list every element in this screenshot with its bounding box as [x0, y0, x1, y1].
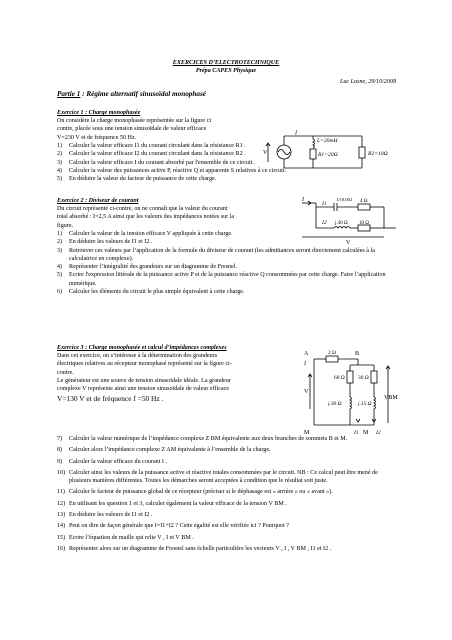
question-item: 9) Calculer la valeur efficace du courant I . [57, 458, 168, 465]
document-title: EXERCICES D’ELECTROTECHNIQUE [172, 60, 280, 66]
part-label: Partie 1 [57, 90, 81, 98]
ex3-line: contre. [57, 369, 74, 376]
ex2-intro [57, 205, 297, 230]
ex3-line: complexe V représente ainsi une tension sinusoïdale de valeur efficace [57, 386, 230, 393]
ex1-fig-i: I [295, 130, 297, 137]
ex3-line: Dans cet exercice, on s’intéresse à la détermination des grandeurs [57, 353, 218, 359]
ex3-resistor-2 [326, 356, 338, 362]
ex1-fig-l: L=20mH [317, 138, 338, 144]
author-date: Luc Lasne, 29/10/2008 [339, 79, 396, 85]
ex2-line: Du circuit représenté ci-contre, on ne connaît que la valeur du courant [57, 206, 228, 212]
ex1-fig-v: V [263, 150, 268, 156]
ex3-heading: Exercice 3 : Charge monophasée et calcul d’impédances complexes [57, 345, 227, 351]
ex3-fig-m1: M [304, 430, 310, 436]
ex3-line: électriques relatives au récepteur monophasé représenté sur la figure ci- [57, 361, 232, 368]
question-item: 8) Calculer alors l’impédance complexe Z AM équivalente à l’ensemble de la charge. [57, 447, 271, 454]
question-item: 5) En déduire la valeur du facteur de puissance de cette charge. [57, 176, 217, 183]
question-item: 5) Ecrire l'expression littérale de la puissance active P et de la puissance réactive Q consommées par cette charge. Faire l’application numérique. [57, 272, 386, 287]
question-item: 3) Calculer la valeur efficace I du courant absorbé par l'ensemble de ce circuit. [57, 159, 254, 166]
ex3-fig-a: A [304, 351, 309, 357]
question-item: 13) En déduire les valeurs de I1 et I2 . [57, 512, 153, 519]
ex1-heading: Exercice 1 : Charge monophasée [57, 110, 141, 116]
ex3-line: Le générateur est une source de tension sinusoïdale idéale. La grandeur [57, 377, 231, 384]
question-item: 15) Ecrire l’équation de maille qui relie V , I et V BM . [57, 534, 194, 541]
question-item: 1) Calculer la valeur de la tension efficace V appliquée à cette charge. [57, 231, 233, 237]
ex3-fig-l15: j.15 Ω [358, 401, 372, 407]
ex1-intro [57, 117, 287, 142]
ex3-circuit-diagram [300, 345, 400, 437]
ex2-fig-r4: 4 Ω [360, 199, 368, 204]
question-item: 10) Calculer ainsi les valeurs de la puissance active et réactive totales consommées par le circuit. NB : Ce calcul peut être mené de plusieurs manières différentes. Toutes les démarches seront acceptées à condition que le résultat soit juste. [57, 469, 378, 485]
ex1-line: On considère la charge monophasée représentée sur la figure ci [57, 118, 212, 124]
ex1-line: V=230 V et de fréquence 50 Hz. [57, 134, 137, 141]
ex2-fig-i: I [302, 197, 304, 203]
ex3-fig-i: I [304, 361, 306, 367]
ex3-intro [57, 352, 289, 404]
ex1-fig-r1: R1=20Ω [318, 152, 338, 158]
ex3-fig-b: B [355, 351, 360, 357]
ex2-fig-i1: I1 [322, 201, 327, 207]
question-item: 6) Calculer les éléments du circuit le plus simple équivalent à cette charge. [57, 289, 245, 296]
ex3-inductor-30 [350, 397, 352, 409]
part-title-text: : Régime alternatif sinusoïdal monophasé [80, 90, 206, 98]
ex3-fig-l30: j.30 Ω [328, 401, 342, 407]
ex2-inductor [334, 227, 350, 229]
ex1-questions [57, 142, 397, 183]
ex3-resistor-30 [371, 371, 377, 383]
question-item: 7) Calculer la valeur numérique de l’impédance complexe Z BM équivalente aux deux branches de sommets B et M. [57, 436, 348, 442]
question-item: 12) En utilisant les question 1 et 3, calculer également la valeur efficace de la tension V BM . [57, 500, 287, 507]
ex3-resistor-60 [347, 371, 353, 383]
ex2-line: total absorbé : I=2,5 A ainsi que les valeurs des impédances notées sur la [57, 214, 235, 221]
ex3-fig-i1: I1 [354, 430, 359, 436]
ex3-fig-m2: M [363, 430, 369, 436]
ex3-fig-v: V [304, 388, 309, 395]
ex2-line: figure. [57, 222, 74, 229]
question-item: 14) Peut on dire de façon générale que I=I1+I2 ? Cette égalité est elle vérifiée ici ? Pourquoi ? [57, 523, 289, 530]
ex1-line: contre, placée sous une tension sinusoïdale de valeur efficace [57, 126, 207, 133]
ex2-fig-l: j.40 Ω [335, 221, 348, 226]
ex2-fig-v: V [346, 240, 351, 245]
question-item: 11) Calculer le facteur de puissance global de ce récepteur (préciser si le déphasage est « arrière » ou « avant »). [57, 489, 333, 496]
ex2-fig-r10: 10 Ω [359, 221, 369, 226]
question-item: 3) Retrouver ces valeurs par l’application de la formule du diviseur de courant (les admittances seront directement calculées à la calculatrice en complexe). [57, 247, 375, 262]
question-item: 2) En déduire les valeurs de I1 et I2 . [57, 239, 153, 246]
ex3-fig-r2: 2 Ω [328, 350, 337, 356]
ex3-fig-r60: 60 Ω [334, 375, 345, 381]
ex3-line: V=130 V et de fréquence f =50 Hz . [57, 394, 164, 404]
question-item: 4) Calculer la valeur des puissances active P, réactive Q et apparente S relatives à ce circuit. [57, 167, 287, 174]
ex3-fig-i2: I2 [376, 430, 381, 436]
question-item: 4) Représenter l’intégralité des grandeurs sur un diagramme de Fresnel. [57, 264, 238, 271]
ex3-questions [57, 435, 397, 553]
ex2-fig-i2: I2 [322, 220, 327, 226]
document-subtitle: Prépa CAPES Physique [195, 68, 257, 74]
ex2-questions [57, 230, 397, 296]
question-item: 1) Calculer la valeur efficace I1 du courant circulant dans la résistance R1 . [57, 143, 246, 149]
question-item: 2) Calculer la valeur efficace I2 du courant circulant dans la résistance R2 . [57, 151, 246, 158]
ex3-inductor-15 [374, 397, 376, 409]
ex3-fig-vbm: VBM [384, 395, 398, 401]
ex2-heading: Exercice 2 : Diviseur de courant [57, 198, 139, 204]
part-title [57, 90, 206, 98]
question-item: 16) Représenter alors sur un diagramme de Fresnel sans échelle particulière les vecteurs V , I , V BM , I1 et I2 . [57, 545, 332, 552]
ex1-fig-r2: R2=10Ω [368, 151, 388, 157]
ex3-fig-r30: 30 Ω [358, 375, 369, 381]
ex2-fig-c: 1/10,002 [336, 197, 353, 202]
